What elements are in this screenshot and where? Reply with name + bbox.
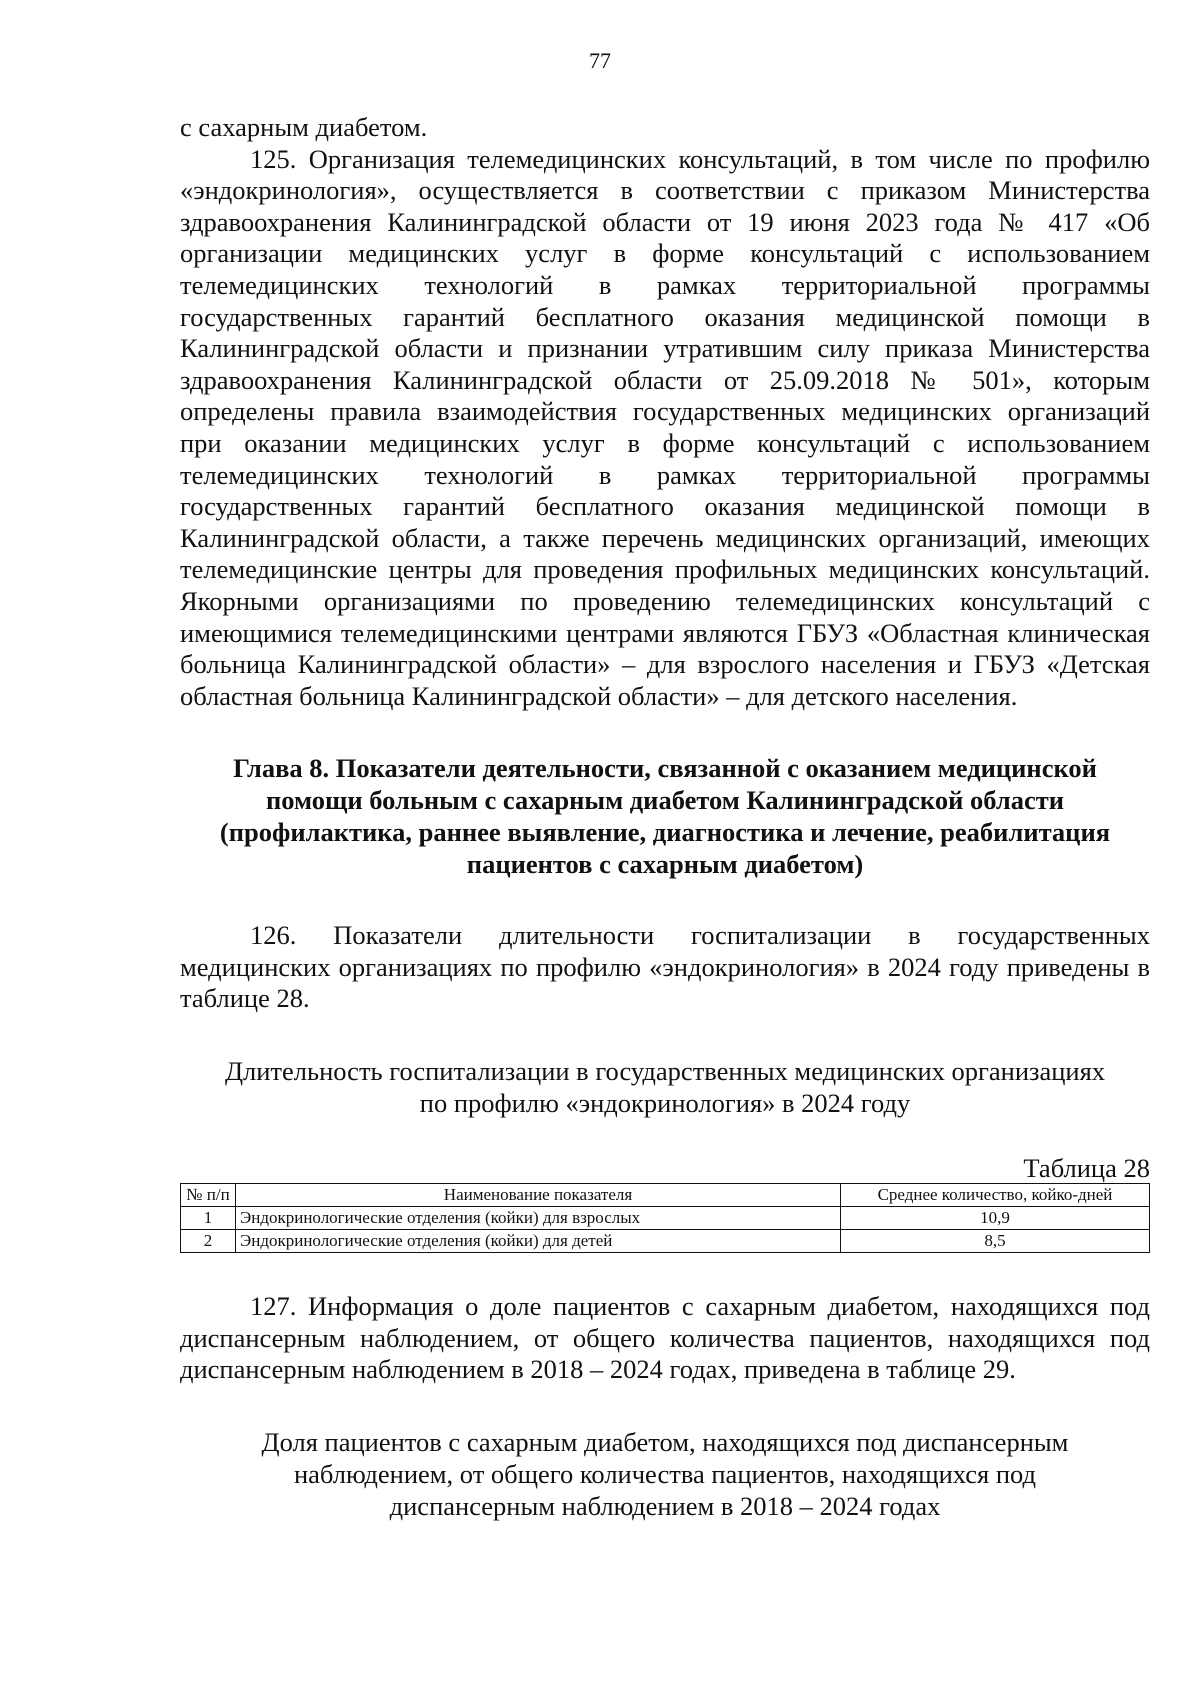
paragraph-127: 127. Информация о доле пациентов с сахарным диабетом, находящихся под диспансерным наблюдением, от общего количества пациентов, находящихся под диспансерным наблюдением в 2018 – 2024 годах, приведена в таблице 29.	[180, 1291, 1150, 1385]
table-28-label: Таблица 28	[1023, 1153, 1150, 1184]
cell-value: 8,5	[841, 1230, 1150, 1253]
chapter-title-line: помощи больным с сахарным диабетом Калининградской области	[265, 785, 1064, 816]
caption-line: по профилю «эндокринология» в 2024 году	[419, 1088, 911, 1119]
table-28	[180, 1183, 1150, 1253]
table-header-row	[181, 1184, 1150, 1207]
caption-line: Доля пациентов с сахарным диабетом, находящихся под диспансерным	[261, 1426, 1069, 1457]
caption-line: Длительность госпитализации в государственных медицинских организациях	[224, 1056, 1106, 1087]
table-row	[181, 1207, 1150, 1230]
table-28-caption	[180, 1055, 1150, 1119]
cell-name: Эндокринологические отделения (койки) для детей	[236, 1230, 841, 1253]
paragraph-126: 126. Показатели длительности госпитализации в государственных медицинских организациях по профилю «эндокринология» в 2024 году приведены в таблице 28.	[180, 920, 1150, 1014]
cell-name: Эндокринологические отделения (койки) для взрослых	[236, 1207, 841, 1230]
chapter-title-line: (профилактика, раннее выявление, диагностика и лечение, реабилитация	[219, 817, 1111, 848]
caption-line: наблюдением, от общего количества пациентов, находящихся под	[293, 1458, 1037, 1489]
chapter-title-line: пациентов с сахарным диабетом)	[466, 849, 864, 880]
chapter-title-line: Глава 8. Показатели деятельности, связанной с оказанием медицинской	[233, 753, 1097, 784]
table-row	[181, 1230, 1150, 1253]
caption-line: диспансерным наблюдением в 2018 – 2024 годах	[389, 1490, 941, 1521]
cell-num: 1	[181, 1207, 236, 1230]
paragraph-125: 125. Организация телемедицинских консультаций, в том числе по профилю «эндокринология», осуществляется в соответствии с приказом Министерства здравоохранения Калининградской области от 19 июня 2023 года № 417 «Об организации медицинских услуг в форме консультаций с использованием телемедицинских технологий в рамках территориальной программы государственных гарантий бесплатного оказания медицинской помощи в Калининградской области и признании утратившим силу приказа Министерства здравоохранения Калининградской области от 25.09.2018 № 501», которым определены правила взаимодействия государственных медицинских организаций при оказании медицинских услуг в форме консультаций с использованием телемедицинских технологий в рамках территориальной программы государственных гарантий бесплатного оказания медицинской помощи в Калининградской области, а также перечень медицинских организаций, имеющих телемедицинские центры для проведения профильных медицинских консультаций. Якорными организациями по проведению телемедицинских консультаций с имеющимися телемедицинскими центрами являются ГБУЗ «Областная клиническая больница Калининградской области» – для взрослого населения и ГБУЗ «Детская областная больница Калининградской области» – для детского населения.	[180, 143, 1150, 711]
page-number: 77	[589, 48, 611, 73]
header-value: Среднее количество, койко-дней	[841, 1184, 1150, 1207]
header-name: Наименование показателя	[236, 1184, 841, 1207]
chapter-8-title	[180, 752, 1150, 880]
header-num: № п/п	[181, 1184, 236, 1207]
page-content	[180, 112, 1150, 1522]
paragraph-continuation: с сахарным диабетом.	[180, 112, 428, 142]
table-29-caption	[180, 1426, 1150, 1522]
cell-value: 10,9	[841, 1207, 1150, 1230]
cell-num: 2	[181, 1230, 236, 1253]
